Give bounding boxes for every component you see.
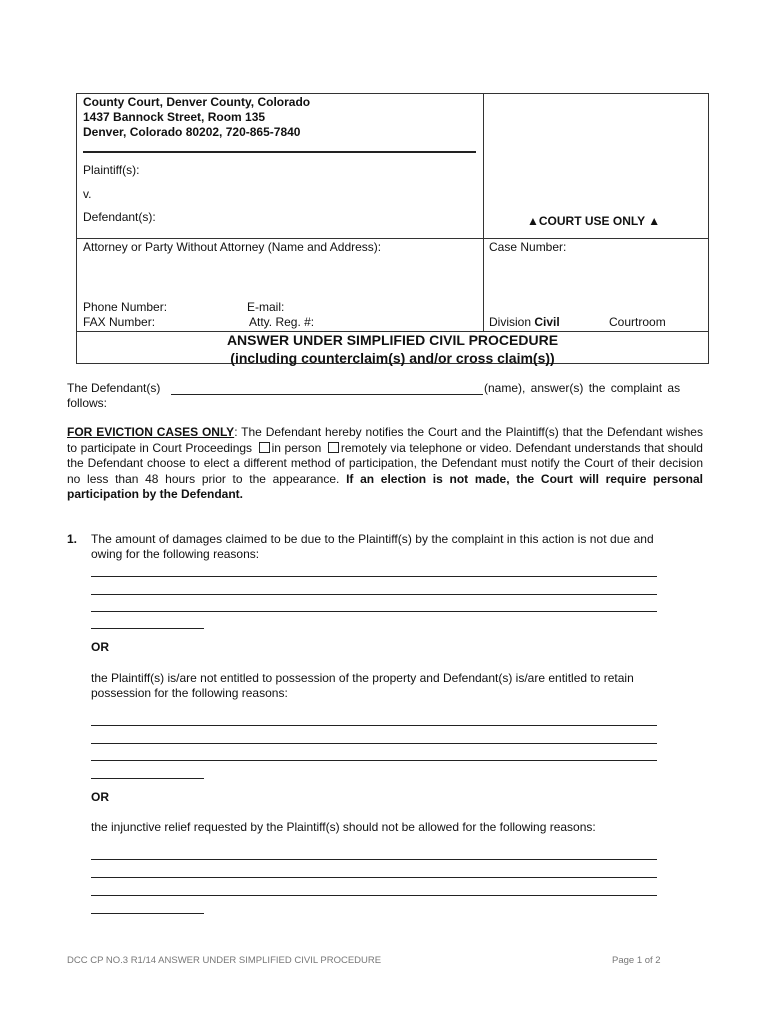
damages-line2: owing for the following reasons: <box>91 547 260 561</box>
possession-reason-line-2[interactable] <box>91 743 657 744</box>
atty-reg-label: Atty. Reg. #: <box>249 315 315 329</box>
damages-reason-line-3[interactable] <box>91 611 657 612</box>
damages-line1: The amount of damages claimed to be due to the Plaintiff(s) by the complaint in this action is not due and <box>91 532 654 546</box>
courtroom-label: Courtroom <box>609 315 666 329</box>
possession-line1: the Plaintiff(s) is/are not entitled to possession of the property and Defendant(s) is/are entitled to retain <box>91 671 634 685</box>
caption-box <box>76 93 709 364</box>
defendant-name-suffix: (name), answer(s) the complaint as <box>484 381 681 395</box>
or-separator-2: OR <box>91 790 109 804</box>
injunctive-relief-text: the injunctive relief requested by the Plaintiff(s) should not be allowed for the following reasons: <box>91 820 596 834</box>
court-use-only-label: ▲COURT USE ONLY ▲ <box>527 214 661 228</box>
court-address-rule <box>83 151 476 153</box>
case-number-label: Case Number: <box>489 240 567 254</box>
caption-divider-vertical <box>483 94 484 331</box>
in-person-checkbox[interactable] <box>259 442 270 453</box>
phone-label: Phone Number: <box>83 300 168 314</box>
injunctive-reason-line-1[interactable] <box>91 859 657 860</box>
injunctive-reason-line-2[interactable] <box>91 877 657 878</box>
damages-reason-line-1[interactable] <box>91 576 657 577</box>
court-street: 1437 Bannock Street, Room 135 <box>83 110 266 124</box>
injunctive-reason-line-4[interactable] <box>91 913 204 914</box>
division-value: Civil <box>534 315 560 329</box>
injunctive-reason-line-3[interactable] <box>91 895 657 896</box>
eviction-text-a: : The Defendant hereby notifies the Court and the Plaintiff(s) that the Defendant wishes to participate in Court Proceedings <box>67 425 703 455</box>
remote-checkbox[interactable] <box>328 442 339 453</box>
possession-reason-line-3[interactable] <box>91 760 657 761</box>
intro-follows: follows: <box>67 396 108 410</box>
item-number: 1. <box>67 532 78 546</box>
damages-reason-line-2[interactable] <box>91 594 657 595</box>
form-id-footer: DCC CP NO.3 R1/14 ANSWER UNDER SIMPLIFIED CIVIL PROCEDURE <box>67 955 382 966</box>
form-subtitle: (including counterclaim(s) and/or cross claim(s)) <box>230 350 555 366</box>
caption-divider-1 <box>77 238 708 239</box>
remote-label: remotely via telephone or video. <box>340 440 512 455</box>
division-label: Division <box>489 315 532 329</box>
court-city-phone: Denver, Colorado 80202, 720-865-7840 <box>83 125 301 139</box>
attorney-label: Attorney or Party Without Attorney (Name and Address): <box>83 240 382 254</box>
email-label: E-mail: <box>247 300 285 314</box>
form-title: ANSWER UNDER SIMPLIFIED CIVIL PROCEDURE <box>226 332 559 348</box>
page-number: Page 1 of 2 <box>612 955 661 966</box>
damages-reason-line-4[interactable] <box>91 628 204 629</box>
possession-reason-line-1[interactable] <box>91 725 657 726</box>
versus-label: v. <box>83 187 92 201</box>
court-name: County Court, Denver County, Colorado <box>83 95 311 109</box>
defendant-label: Defendant(s): <box>83 210 156 224</box>
fax-label: FAX Number: <box>83 315 156 329</box>
division-field <box>489 315 560 330</box>
defendant-name-prefix: The Defendant(s) <box>67 381 161 395</box>
possession-line2: possession for the following reasons: <box>91 686 288 700</box>
possession-reason-line-4[interactable] <box>91 778 204 779</box>
eviction-text-b: Defendant understands that should the Defendant choose to elect a different method of participation, the Defendant must notify the Court of their decision no less than 48 hours prior to the appearance. <box>67 440 703 486</box>
eviction-heading: FOR EVICTION CASES ONLY <box>67 425 235 439</box>
eviction-bold-notice: If an election is not made, the Court will require personal participation by the Defendant. <box>67 471 704 501</box>
or-separator-1: OR <box>91 640 109 654</box>
in-person-label: in person <box>271 440 322 455</box>
defendant-name-blank[interactable] <box>171 394 483 395</box>
plaintiff-label: Plaintiff(s): <box>83 163 140 177</box>
eviction-paragraph <box>67 425 703 503</box>
